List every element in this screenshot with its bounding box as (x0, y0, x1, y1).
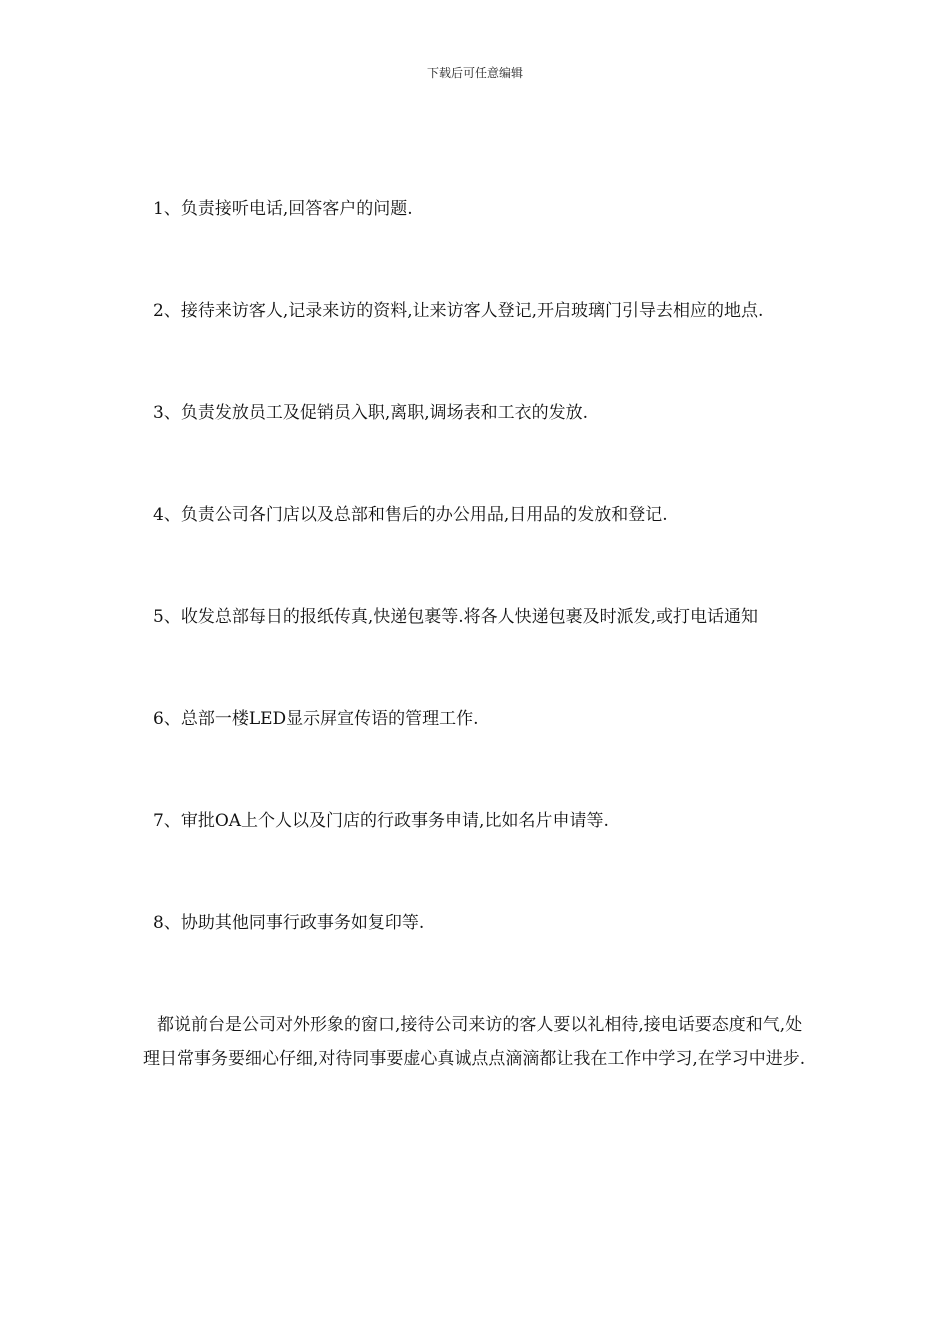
list-item (143, 906, 813, 940)
document-body (143, 192, 813, 1076)
list-item (143, 702, 813, 736)
item-text: 审批OA上个人以及门店的行政事务申请,比如名片申请等. (180, 811, 609, 831)
closing-paragraph: 都说前台是公司对外形象的窗口,接待公司来访的客人要以礼相待,接电话要态度和气,处理日常事务要细心仔细,对待同事要虚心真诚点点滴滴都让我在工作中学习,在学习中进步. (143, 1015, 806, 1069)
item-number: 7、 (153, 811, 181, 831)
item-text: 负责发放员工及促销员入职,离职,调场表和工衣的发放. (180, 403, 589, 423)
item-text: 协助其他同事行政事务如复印等. (180, 913, 425, 933)
list-item (143, 396, 813, 430)
item-text: 负责公司各门店以及总部和售后的办公用品,日用品的发放和登记. (180, 505, 668, 525)
page-header: 下载后可任意编辑 (426, 66, 523, 80)
list-item (143, 294, 813, 328)
item-text: 接待来访客人,记录来访的资料,让来访客人登记,开启玻璃门引导去相应的地点. (180, 301, 764, 321)
item-text: 总部一楼LED显示屏宣传语的管理工作. (180, 709, 479, 729)
item-number: 4、 (153, 505, 181, 525)
item-text: 负责接听电话,回答客户的问题. (180, 199, 413, 219)
item-number: 5、 (153, 607, 181, 627)
item-number: 6、 (153, 709, 181, 729)
list-item (143, 804, 813, 838)
item-text: 收发总部每日的报纸传真,快递包裹等.将各人快递包裹及时派发,或打电话通知 (180, 607, 759, 627)
item-number: 1、 (153, 199, 181, 219)
list-item (143, 600, 813, 634)
list-item (143, 498, 813, 532)
item-number: 2、 (153, 301, 181, 321)
item-number: 3、 (153, 403, 181, 423)
item-number: 8、 (153, 913, 181, 933)
list-item (143, 192, 813, 226)
